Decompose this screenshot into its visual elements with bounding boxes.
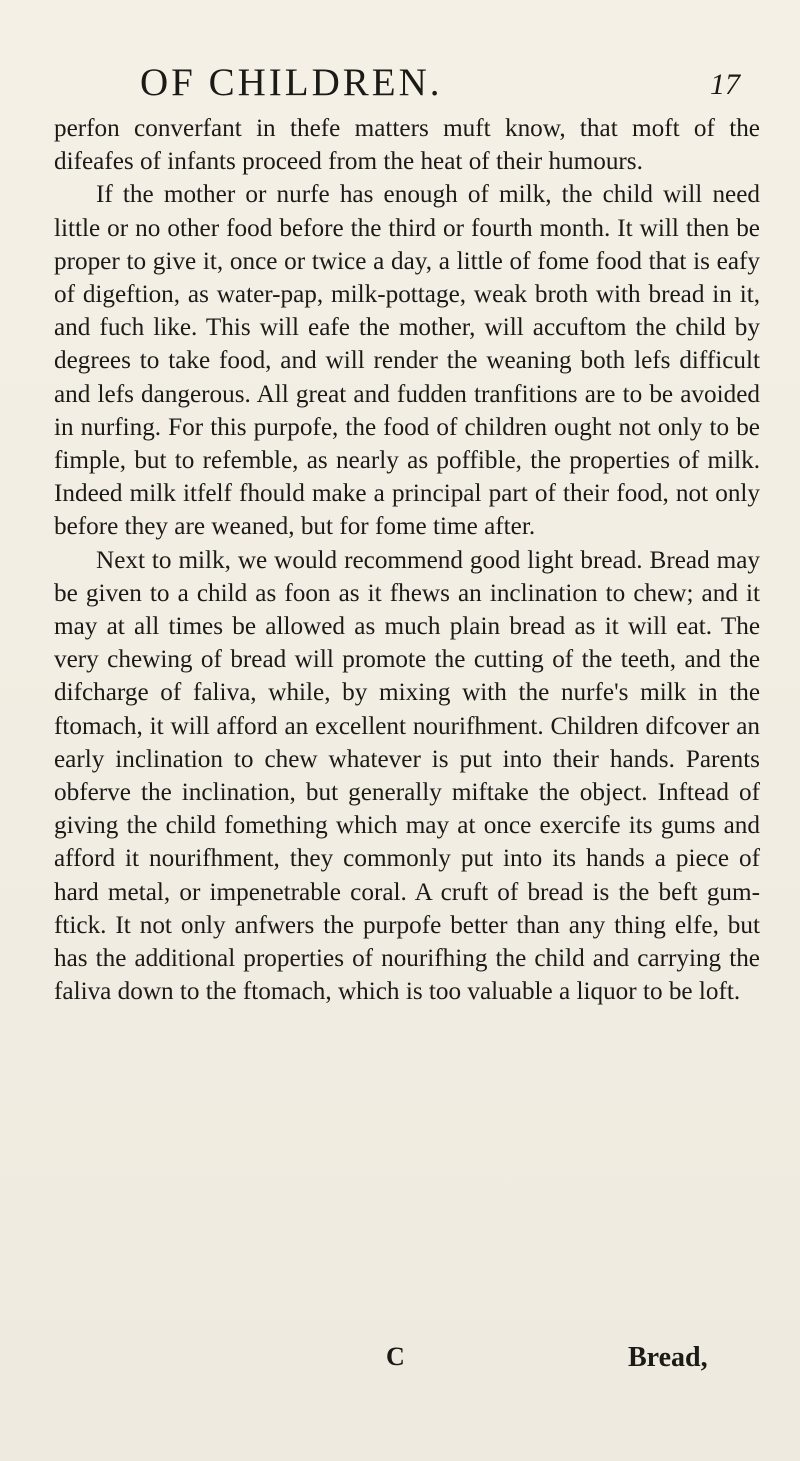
running-head: OF CHILDREN. <box>140 61 443 104</box>
paragraph: perfon converfant in thefe matters muft know, that moft of the difeafes of infants proceed from the heat of their humours. <box>54 115 760 176</box>
signature-mark: C <box>386 1342 405 1371</box>
page-number: 17 <box>710 68 740 101</box>
paragraph: Next to milk, we would recommend good light bread. Bread may be given to a child as foon as it fhews an inclination to chew; and it may at all times be allowed as much plain bread as it will eat. The very chewing of bread will promote the cutting of the teeth, and the difcharge of faliva, while, by mixing with the nurfe's milk in the ftomach, it will afford an excellent nourifhment. Children difcover an early inclination to chew whatever is put into their hands. Parents obferve the inclination, but generally miftake the object. Inftead of giving the child fomething which may at once exercife its gums and afford it nourifhment, they commonly put into its hands a piece of hard metal, or impenetrable coral. A cruft of bread is the beft gum-ftick. It not only anfwers the purpofe better than any thing elfe, but has the additional properties of nourifhing the child and carrying the faliva down to the ftomach, which is too valuable a liquor to be loft. <box>54 546 760 1006</box>
page-header <box>140 60 740 110</box>
paragraph: If the mother or nurfe has enough of milk, the child will need little or no other food before the third or fourth month. It will then be proper to give it, once or twice a day, a little of fome food that is eafy of digeftion, as water-pap, milk-pottage, weak broth with bread in it, and fuch like. This will eafe the mother, will accuftom the child by degrees to take food, and will render the weaning both lefs difficult and lefs dangerous. All great and fudden tranfitions are to be avoided in nurfing. For this purpofe, the food of children ought not only to be fimple, but to refemble, as nearly as poffible, the properties of milk. Indeed milk itfelf fhould make a principal part of their food, not only before they are weaned, but for fome time after. <box>54 181 760 541</box>
catchword: Bread, <box>628 1342 708 1373</box>
page-body <box>54 112 760 1008</box>
page-footer <box>0 1342 800 1382</box>
